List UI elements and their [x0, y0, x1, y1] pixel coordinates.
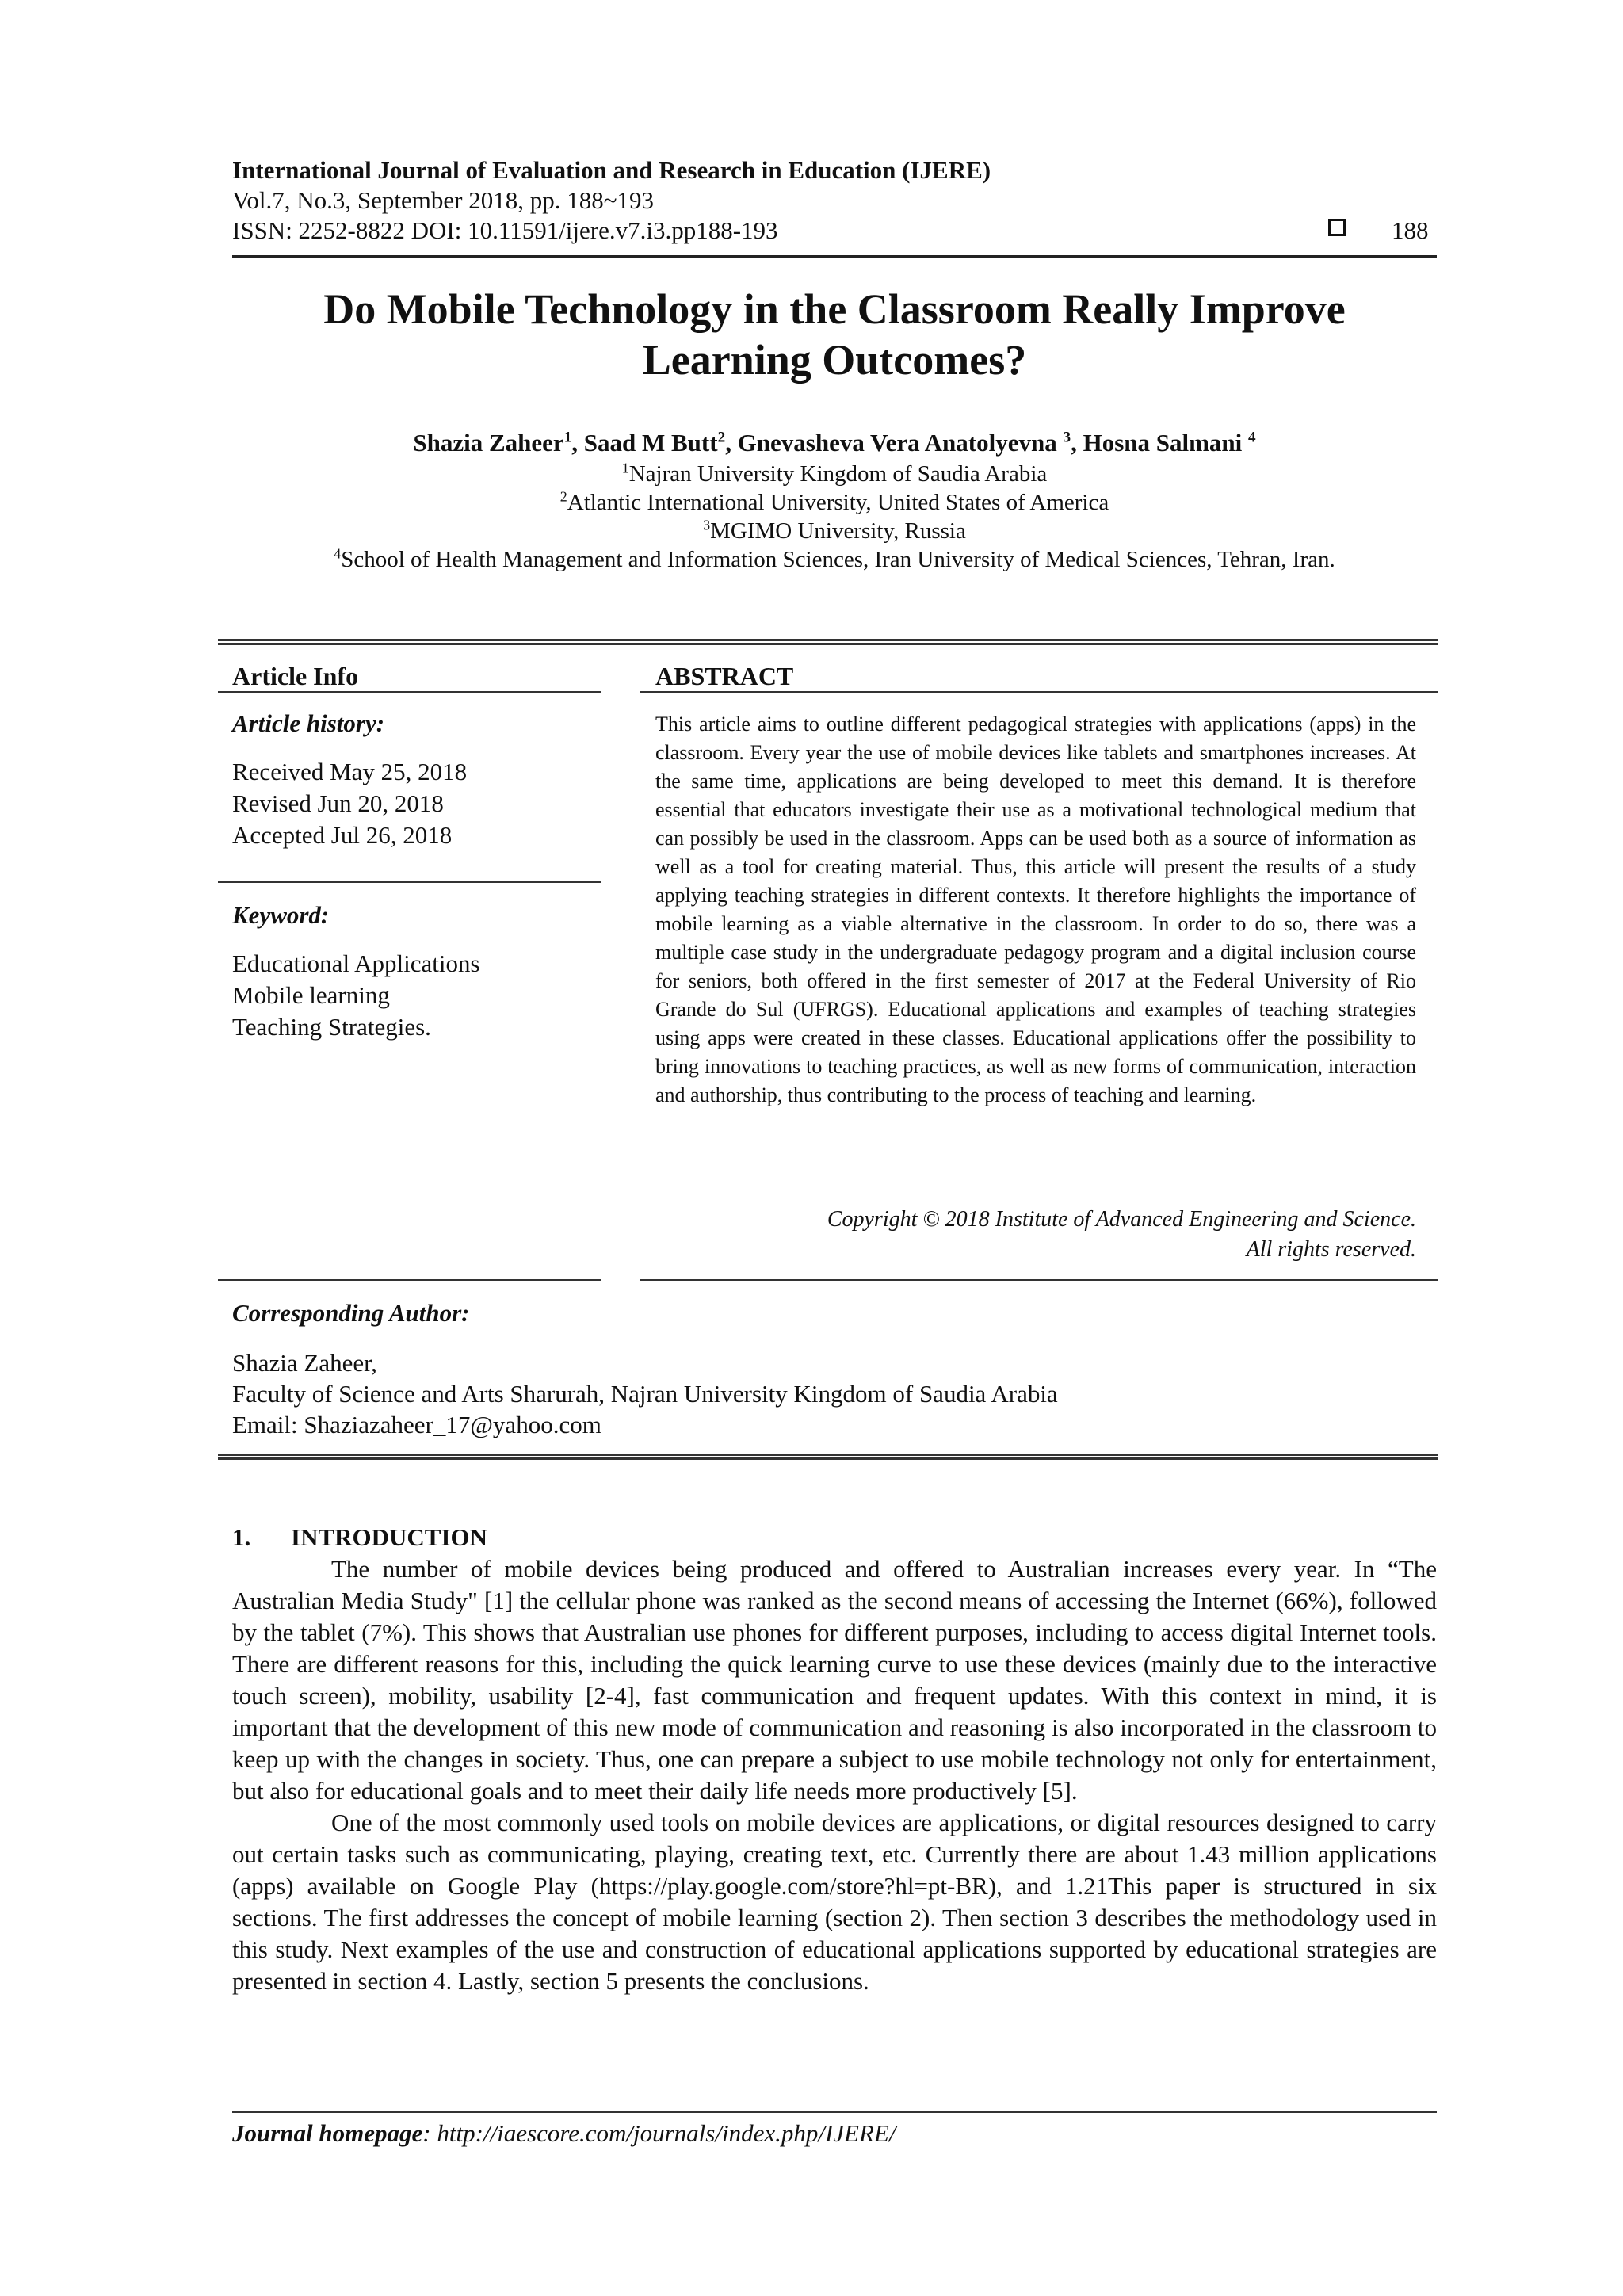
introduction-paragraph-2: One of the most commonly used tools on mobile devices are applications, or digital resources designed to carry out certain tasks such as communicating, playing, creating text, etc. Currently there are about 1.43 million applications (apps) available on Google Play (https://play.google.com/store?hl=pt-BR), and 1.21This paper is structured in six sections. The first addresses the concept of mobile learning (section 2). Then section 3 describes the methodology used in this study. Next examples of the use and construction of educational applications supported by educational strategies are presented in section 4. Lastly, section 5 presents the conclusions. [232, 1809, 1437, 1995]
author-list [232, 428, 1437, 458]
affiliation-text: Atlantic International University, United States of America [567, 490, 1109, 515]
author-1-sup: 1 [563, 429, 572, 446]
abstract-heading: ABSTRACT [655, 662, 794, 690]
affiliation-text: Najran University Kingdom of Saudia Arabia [628, 461, 1048, 487]
affiliation-sup: 3 [703, 517, 711, 533]
checkbox-square-icon [1328, 219, 1346, 236]
article-box-bottom-rule [218, 1454, 1438, 1460]
received-date: Received May 25, 2018 [232, 758, 468, 785]
corresponding-author-email: Email: Shaziazaheer_17@yahoo.com [232, 1411, 601, 1438]
author-separator: , [1071, 429, 1083, 457]
copyright-line-1: Copyright © 2018 Institute of Advanced Engineering and Science. [827, 1207, 1416, 1232]
paper-title [232, 284, 1437, 385]
revised-date: Revised Jun 20, 2018 [232, 789, 444, 817]
author-2-sup: 2 [717, 429, 726, 446]
accepted-date: Accepted Jul 26, 2018 [232, 821, 453, 849]
affiliation-text: School of Health Management and Information Sciences, Iran University of Medical Sciences, Tehran, Iran. [341, 547, 1335, 572]
issn-line: ISSN: 2252-8822 DOI: 10.11591/ijere.v7.i3.pp188-193 [232, 216, 778, 244]
author-1: Shazia Zaheer [413, 429, 564, 457]
abstract-rule [640, 691, 1438, 693]
keyword-2: Mobile learning [232, 981, 390, 1009]
affiliation-2 [232, 488, 1437, 517]
author-separator: , [725, 429, 738, 457]
author-4-sup: 4 [1248, 429, 1256, 446]
title-line-2: Learning Outcomes? [642, 336, 1027, 384]
author-2: Saad M Butt [583, 429, 718, 457]
volume-line: Vol.7, No.3, September 2018, pp. 188~193 [232, 186, 654, 214]
introduction-paragraph-1: The number of mobile devices being produced and offered to Australian increases every year. In “The Australian Media Study" [1] the cellular phone was ranked as the second means of accessing the Internet (66%), followed by the tablet (7%). This shows that Australian use phones for different purposes, including to access digital Internet tools. There are different reasons for this, including the quick learning curve to use these devices (mainly due to the interactive touch screen), mobility, usability [2-4], fast communication and frequent updates. With this context in mind, it is important that the development of this new mode of communication and reasoning is also incorporated in the classroom to keep up with the changes in society. Thus, one can prepare a subject to use mobile technology not only for entertainment, but also for educational goals and to meet their daily life needs more productively [5]. [232, 1555, 1437, 1805]
journal-homepage [232, 2118, 896, 2149]
author-3: Gnevasheva Vera Anatolyevna [737, 429, 1064, 457]
keyword-label: Keyword: [232, 901, 330, 929]
affiliation-sup: 1 [621, 460, 629, 476]
header-rule [232, 255, 1437, 258]
copyright-line-2: All rights reserved. [1246, 1237, 1416, 1262]
section-heading-introduction [232, 1522, 487, 1553]
keyword-3: Teaching Strategies. [232, 1013, 431, 1041]
abstract-text: This article aims to outline different pedagogical strategies with applications (apps) in the classroom. Every year the use of mobile devices like tablets and smartphones increases. At the same time, applications are being developed to meet this demand. It is therefore essential that educators investigate their use as a motivational technological medium that can possibly be used in the classroom. Apps can be used both as a source of information as well as a tool for creating material. Thus, this article will present the results of a study applying teaching strategies in different contexts. It therefore highlights the importance of mobile learning as a viable alternative in the classroom. In order to do so, there was a multiple case study in the undergraduate pedagogy program and a digital inclusion course for seniors, both offered in the first semester of 2017 at the Federal University of Rio Grande do Sul (UFRGS). Educational applications and examples of teaching strategies using apps were created in these classes. Educational applications offer the possibility to bring innovations to teaching practices, as well as new forms of communication, interaction and authorship, thus contributing to the process of teaching and learning. [655, 712, 1416, 1106]
article-info-rule [218, 691, 601, 693]
journal-homepage-url[interactable]: : http://iaescore.com/journals/index.php/IJERE/ [422, 2119, 896, 2147]
section-number: 1. [232, 1523, 251, 1551]
corresponding-author-faculty: Faculty of Science and Arts Sharurah, Najran University Kingdom of Saudia Arabia [232, 1380, 1058, 1408]
history-keyword-rule [218, 881, 601, 883]
article-history-label: Article history: [232, 709, 385, 737]
article-info-heading: Article Info [232, 662, 359, 690]
author-separator: , [571, 429, 584, 457]
article-box-top-rule [218, 639, 1438, 645]
corresponding-author-name: Shazia Zaheer, [232, 1349, 377, 1377]
copyright-notice [655, 1205, 1416, 1265]
affiliation-sup: 4 [334, 545, 342, 562]
author-4: Hosna Salmani [1083, 429, 1249, 457]
abstract-bottom-rule [640, 1279, 1438, 1281]
author-3-sup: 3 [1063, 429, 1071, 446]
affiliation-3 [232, 517, 1437, 545]
page-number: 188 [1392, 216, 1429, 244]
title-line-1: Do Mobile Technology in the Classroom Really Improve [323, 285, 1346, 333]
keyword-1: Educational Applications [232, 949, 480, 977]
corresponding-author-label: Corresponding Author: [232, 1299, 470, 1327]
section-title: INTRODUCTION [291, 1523, 488, 1551]
affiliation-4 [232, 545, 1437, 574]
journal-homepage-label: Journal homepage [232, 2119, 423, 2147]
affiliation-text: MGIMO University, Russia [710, 518, 966, 544]
affiliation-sup: 2 [559, 488, 567, 505]
affiliation-1 [232, 460, 1437, 488]
footer-rule [232, 2111, 1437, 2113]
introduction-body [232, 1553, 1437, 1997]
article-info-bottom-rule [218, 1279, 601, 1281]
journal-name: International Journal of Evaluation and Research in Education (IJERE) [232, 156, 991, 184]
